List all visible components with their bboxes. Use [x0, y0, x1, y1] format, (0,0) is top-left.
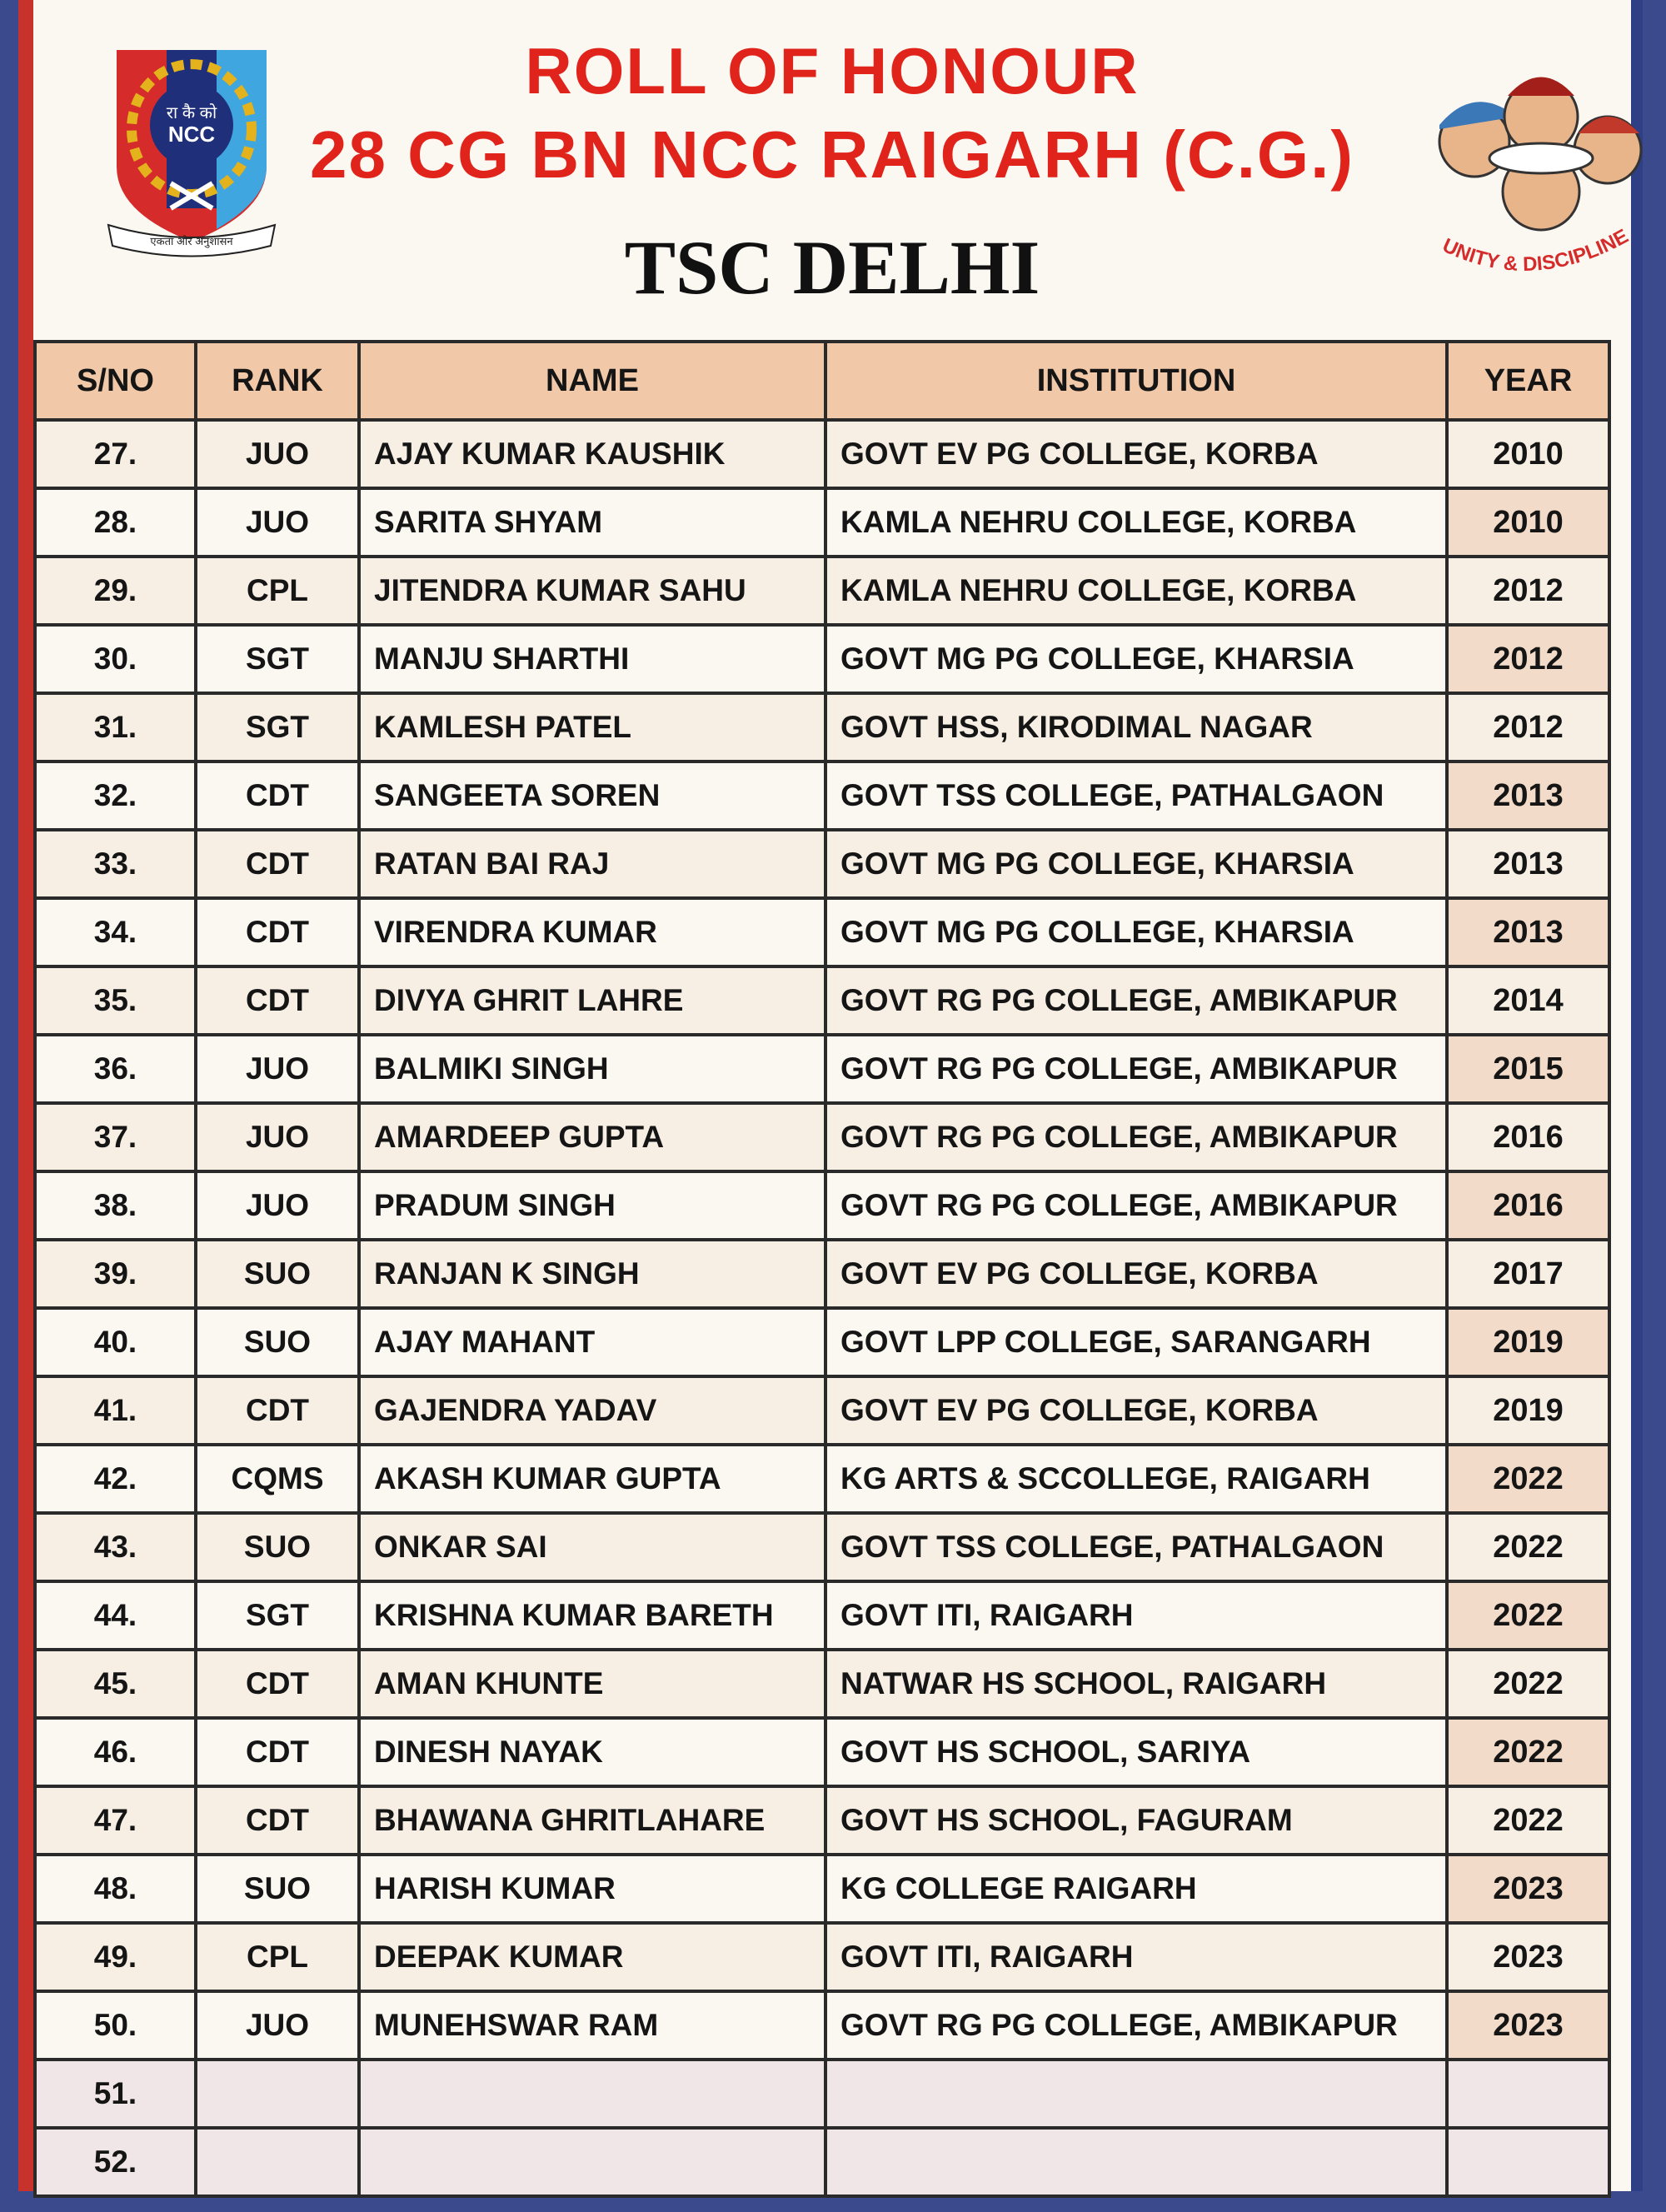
cell-institution: GOVT EV PG COLLEGE, KORBA — [826, 420, 1447, 488]
cell-rank: SUO — [196, 1513, 359, 1581]
cell-institution: GOVT RG PG COLLEGE, AMBIKAPUR — [826, 1171, 1447, 1240]
cell-institution: GOVT HS SCHOOL, FAGURAM — [826, 1786, 1447, 1855]
cell-name: GAJENDRA YADAV — [359, 1376, 826, 1445]
cell-institution — [826, 2060, 1447, 2128]
table-row — [35, 1308, 1609, 1376]
table-row — [35, 1513, 1609, 1581]
cell-institution: GOVT ITI, RAIGARH — [826, 1581, 1447, 1650]
cell-name: HARISH KUMAR — [359, 1855, 826, 1923]
cell-institution: GOVT EV PG COLLEGE, KORBA — [826, 1376, 1447, 1445]
table-row — [35, 966, 1609, 1035]
cell-year: 2022 — [1447, 1650, 1609, 1718]
cell-year: 2022 — [1447, 1513, 1609, 1581]
cell-sno: 48. — [35, 1855, 196, 1923]
table-row — [35, 761, 1609, 830]
cell-rank: CPL — [196, 1923, 359, 1991]
table-row — [35, 1240, 1609, 1308]
cell-institution — [826, 2128, 1447, 2196]
cell-institution: GOVT MG PG COLLEGE, KHARSIA — [826, 898, 1447, 966]
cell-sno: 40. — [35, 1308, 196, 1376]
cell-rank: JUO — [196, 1103, 359, 1171]
cell-institution: GOVT MG PG COLLEGE, KHARSIA — [826, 625, 1447, 693]
table-row — [35, 1786, 1609, 1855]
cell-year: 2017 — [1447, 1240, 1609, 1308]
cell-sno: 47. — [35, 1786, 196, 1855]
cell-rank: JUO — [196, 420, 359, 488]
cell-year: 2010 — [1447, 488, 1609, 557]
cell-institution: GOVT TSS COLLEGE, PATHALGAON — [826, 761, 1447, 830]
title-battalion: 28 CG BN NCC RAIGARH (C.G.) — [309, 117, 1355, 192]
cell-name: AMARDEEP GUPTA — [359, 1103, 826, 1171]
table-row — [35, 420, 1609, 488]
cell-name: AMAN KHUNTE — [359, 1650, 826, 1718]
cell-rank — [196, 2128, 359, 2196]
col-header-rank: RANK — [196, 342, 359, 420]
cell-year — [1447, 2060, 1609, 2128]
cell-institution: KAMLA NEHRU COLLEGE, KORBA — [826, 488, 1447, 557]
cell-institution: GOVT RG PG COLLEGE, AMBIKAPUR — [826, 966, 1447, 1035]
cell-name: DEEPAK KUMAR — [359, 1923, 826, 1991]
cell-sno: 30. — [35, 625, 196, 693]
table-row — [35, 625, 1609, 693]
board-header — [33, 0, 1631, 333]
cell-sno: 27. — [35, 420, 196, 488]
table-row — [35, 2128, 1609, 2196]
cell-year: 2015 — [1447, 1035, 1609, 1103]
cell-rank: CDT — [196, 1376, 359, 1445]
cell-year: 2022 — [1447, 1786, 1609, 1855]
cell-year: 2023 — [1447, 1991, 1609, 2060]
cell-year: 2012 — [1447, 625, 1609, 693]
table-row — [35, 2060, 1609, 2128]
cell-sno: 49. — [35, 1923, 196, 1991]
cell-year: 2022 — [1447, 1581, 1609, 1650]
cell-name: BALMIKI SINGH — [359, 1035, 826, 1103]
table-row — [35, 1718, 1609, 1786]
table-row — [35, 1923, 1609, 1991]
cell-rank: CDT — [196, 1650, 359, 1718]
cell-name: VIRENDRA KUMAR — [359, 898, 826, 966]
cell-rank: SGT — [196, 625, 359, 693]
table-row — [35, 830, 1609, 898]
cell-sno: 52. — [35, 2128, 196, 2196]
cell-year: 2022 — [1447, 1445, 1609, 1513]
cell-name — [359, 2060, 826, 2128]
cell-sno: 35. — [35, 966, 196, 1035]
roll-table — [33, 340, 1611, 2198]
cell-sno: 34. — [35, 898, 196, 966]
naval-cap-icon — [1489, 143, 1593, 173]
table-row — [35, 898, 1609, 966]
cell-institution: GOVT RG PG COLLEGE, AMBIKAPUR — [826, 1103, 1447, 1171]
cell-name — [359, 2128, 826, 2196]
cell-sno: 41. — [35, 1376, 196, 1445]
cell-year: 2013 — [1447, 898, 1609, 966]
cell-year: 2013 — [1447, 761, 1609, 830]
cell-sno: 44. — [35, 1581, 196, 1650]
cell-sno: 42. — [35, 1445, 196, 1513]
table-row — [35, 1650, 1609, 1718]
cell-name: BHAWANA GHRITLAHARE — [359, 1786, 826, 1855]
cell-name: MANJU SHARTHI — [359, 625, 826, 693]
table-row — [35, 488, 1609, 557]
cell-sno: 38. — [35, 1171, 196, 1240]
cell-name: SANGEETA SOREN — [359, 761, 826, 830]
cell-year: 2022 — [1447, 1718, 1609, 1786]
unity-discipline-label: UNITY & DISCIPLINE — [1439, 224, 1633, 276]
col-header-sno: S/NO — [35, 342, 196, 420]
unity-discipline-text — [1439, 225, 1632, 276]
cell-name: SARITA SHYAM — [359, 488, 826, 557]
cell-name: PRADUM SINGH — [359, 1171, 826, 1240]
col-header-institution: INSTITUTION — [826, 342, 1447, 420]
table-row — [35, 1991, 1609, 2060]
cell-name: MUNEHSWAR RAM — [359, 1991, 826, 2060]
cell-sno: 36. — [35, 1035, 196, 1103]
cell-year: 2012 — [1447, 557, 1609, 625]
cell-sno: 45. — [35, 1650, 196, 1718]
cell-institution: KAMLA NEHRU COLLEGE, KORBA — [826, 557, 1447, 625]
cell-year: 2014 — [1447, 966, 1609, 1035]
cell-year: 2016 — [1447, 1171, 1609, 1240]
cell-sno: 39. — [35, 1240, 196, 1308]
cell-institution: GOVT RG PG COLLEGE, AMBIKAPUR — [826, 1991, 1447, 2060]
cell-sno: 46. — [35, 1718, 196, 1786]
table-row — [35, 693, 1609, 761]
cell-institution: KG COLLEGE RAIGARH — [826, 1855, 1447, 1923]
cell-institution: GOVT EV PG COLLEGE, KORBA — [826, 1240, 1447, 1308]
army-beret-icon — [1508, 77, 1574, 97]
cell-rank: SUO — [196, 1855, 359, 1923]
cell-rank: JUO — [196, 488, 359, 557]
col-header-name: NAME — [359, 342, 826, 420]
cell-name: AKASH KUMAR GUPTA — [359, 1445, 826, 1513]
cell-institution: GOVT TSS COLLEGE, PATHALGAON — [826, 1513, 1447, 1581]
cell-year: 2019 — [1447, 1376, 1609, 1445]
cell-sno: 29. — [35, 557, 196, 625]
cell-rank: SGT — [196, 1581, 359, 1650]
cell-name: JITENDRA KUMAR SAHU — [359, 557, 826, 625]
title-roll-of-honour: ROLL OF HONOUR — [525, 34, 1140, 107]
cell-sno: 31. — [35, 693, 196, 761]
cell-name: ONKAR SAI — [359, 1513, 826, 1581]
cell-institution: GOVT HS SCHOOL, SARIYA — [826, 1718, 1447, 1786]
cell-rank: SGT — [196, 693, 359, 761]
cell-name: AJAY KUMAR KAUSHIK — [359, 420, 826, 488]
ncc-motto-hindi: एकता और अनुशासन — [150, 235, 233, 247]
ncc-emblem-text: NCC — [167, 122, 216, 147]
cell-name: AJAY MAHANT — [359, 1308, 826, 1376]
cell-institution: GOVT HSS, KIRODIMAL NAGAR — [826, 693, 1447, 761]
cell-rank: JUO — [196, 1991, 359, 2060]
table-row — [35, 1103, 1609, 1171]
cell-name: KRISHNA KUMAR BARETH — [359, 1581, 826, 1650]
cell-institution: KG ARTS & SCCOLLEGE, RAIGARH — [826, 1445, 1447, 1513]
table-header-row — [35, 342, 1609, 420]
cell-sno: 33. — [35, 830, 196, 898]
cell-rank: CDT — [196, 898, 359, 966]
cell-name: RANJAN K SINGH — [359, 1240, 826, 1308]
cadets-unity-discipline-logo — [1424, 50, 1658, 300]
ncc-emblem-hindi: रा कै को — [166, 104, 217, 122]
roll-table-body — [35, 420, 1609, 2196]
cell-year: 2012 — [1447, 693, 1609, 761]
cell-year: 2016 — [1447, 1103, 1609, 1171]
cell-year: 2023 — [1447, 1923, 1609, 1991]
cell-sno: 28. — [35, 488, 196, 557]
subtitle-camp: TSC DELHI — [624, 225, 1040, 310]
cell-institution: NATWAR HS SCHOOL, RAIGARH — [826, 1650, 1447, 1718]
cell-rank: CDT — [196, 966, 359, 1035]
cell-year — [1447, 2128, 1609, 2196]
cell-sno: 51. — [35, 2060, 196, 2128]
cell-rank: SUO — [196, 1308, 359, 1376]
cell-name: DIVYA GHRIT LAHRE — [359, 966, 826, 1035]
table-row — [35, 1376, 1609, 1445]
cell-sno: 37. — [35, 1103, 196, 1171]
cell-rank: SUO — [196, 1240, 359, 1308]
cell-year: 2019 — [1447, 1308, 1609, 1376]
cell-rank: JUO — [196, 1035, 359, 1103]
cell-year: 2010 — [1447, 420, 1609, 488]
cell-rank: CPL — [196, 557, 359, 625]
col-header-year: YEAR — [1447, 342, 1609, 420]
cell-rank: CDT — [196, 761, 359, 830]
cell-institution: GOVT ITI, RAIGARH — [826, 1923, 1447, 1991]
cell-rank: CDT — [196, 830, 359, 898]
cell-rank: CDT — [196, 1718, 359, 1786]
table-row — [35, 1035, 1609, 1103]
cell-name: RATAN BAI RAJ — [359, 830, 826, 898]
cell-year: 2023 — [1447, 1855, 1609, 1923]
table-row — [35, 557, 1609, 625]
cell-institution: GOVT RG PG COLLEGE, AMBIKAPUR — [826, 1035, 1447, 1103]
cell-rank: JUO — [196, 1171, 359, 1240]
cell-sno: 50. — [35, 1991, 196, 2060]
cell-rank: CDT — [196, 1786, 359, 1855]
cell-name: DINESH NAYAK — [359, 1718, 826, 1786]
cell-institution: GOVT MG PG COLLEGE, KHARSIA — [826, 830, 1447, 898]
cell-sno: 43. — [35, 1513, 196, 1581]
table-row — [35, 1581, 1609, 1650]
table-row — [35, 1855, 1609, 1923]
cell-sno: 32. — [35, 761, 196, 830]
cell-year: 2013 — [1447, 830, 1609, 898]
table-row — [35, 1171, 1609, 1240]
cell-rank: CQMS — [196, 1445, 359, 1513]
cell-name: KAMLESH PATEL — [359, 693, 826, 761]
cell-rank — [196, 2060, 359, 2128]
cell-institution: GOVT LPP COLLEGE, SARANGARH — [826, 1308, 1447, 1376]
table-row — [35, 1445, 1609, 1513]
